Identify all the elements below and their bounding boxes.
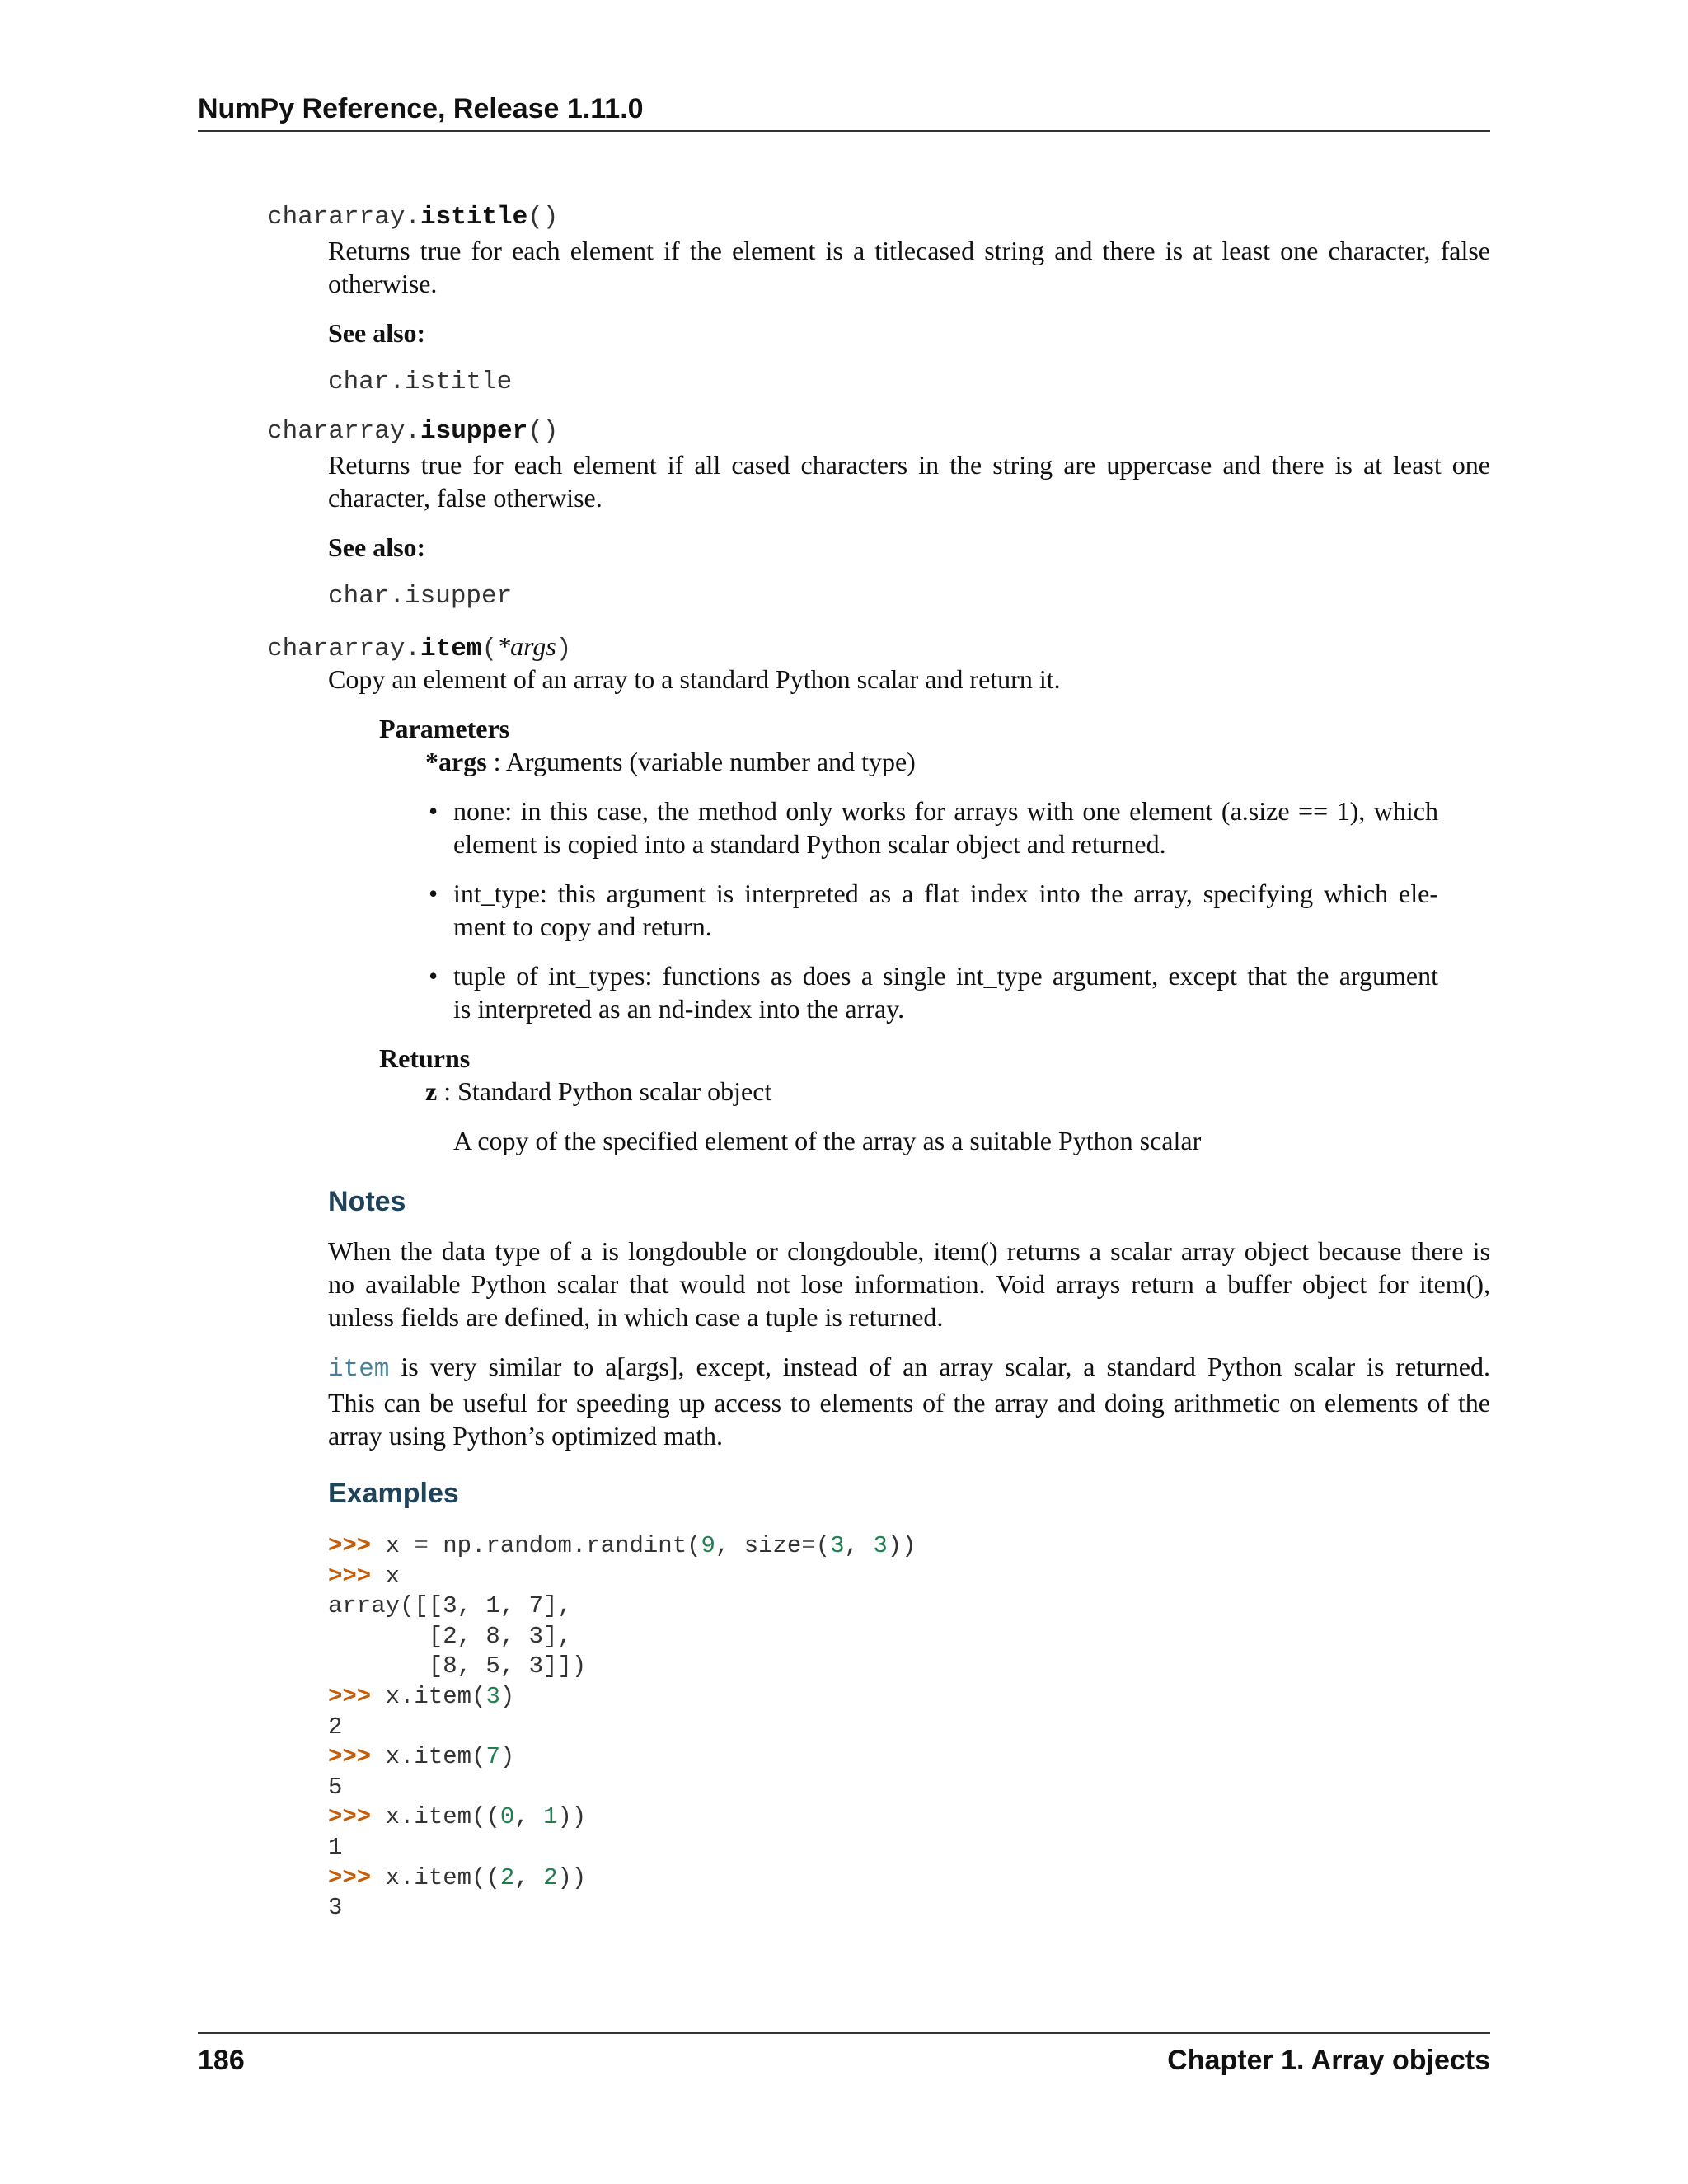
running-footer (198, 2032, 1490, 2077)
istitle-see-also-link[interactable]: char.istitle (328, 368, 513, 396)
param-args: *args : Arguments (variable number and type) (425, 747, 916, 776)
parameters-label: Parameters (379, 714, 510, 743)
isupper-see-also-link[interactable]: char.isupper (328, 582, 513, 611)
istitle-see-also-label: See also: (328, 318, 426, 348)
bullet-int-type: int_type: this argument is interpreted as a flat index into the array, specifying which ele- ment to copy and return. (453, 879, 1438, 941)
running-header: NumPy Reference, Release 1.11.0 (198, 92, 1490, 132)
page-number: 186 (198, 2045, 245, 2076)
returns-label: Returns (379, 1043, 471, 1073)
bullet-dot: • (429, 879, 438, 908)
chapter-title: Chapter 1. Array objects (1167, 2045, 1490, 2076)
bullet-tuple: tuple of int_types: functions as does a single int_type argument, except that the argument is interpreted as an nd-index into the array. (453, 961, 1438, 1024)
examples-code-block: >>> x = np.random.randint(9, size=(3, 3)) >>> x array([[3, 1, 7], [2, 8, 3], [8, 5, 3]]) >>> x.item(3) 2 >>> x.item(7) 5 >>> x.item((0, 1)) 1 >>> x.item((2, 2)) 3 (328, 1532, 917, 1922)
bullet-dot: • (429, 796, 438, 826)
bullet-none: none: in this case, the method only works for arrays with one element (a.size == 1), which element is copied into a standard Python scalar object and returned. (453, 796, 1438, 859)
notes-paragraph-1: When the data type of a is longdouble or clongdouble, item() returns a scalar array object because there is no available Python scalar that would not lose information. Void arrays return a buffer object for item(), unless fields are defined, in which case a tuple is returned. (328, 1236, 1490, 1332)
isupper-signature: chararray.isupper() (267, 417, 559, 446)
item-link[interactable]: item (328, 1355, 390, 1384)
return-detail: A copy of the specified element of the array as a suitable Python scalar (453, 1126, 1202, 1155)
isupper-see-also-label: See also: (328, 532, 426, 562)
item-description: Copy an element of an array to a standard Python scalar and return it. (328, 664, 1061, 694)
item-signature: chararray.item(*args) (267, 631, 572, 663)
notes-paragraph-2: item is very similar to a[args], except, instead of an array scalar, a standard Python scalar is returned. This can be useful for speeding up access to elements of the array and doing arithmetic on elements of the array using Python’s optimized math. (328, 1352, 1490, 1451)
bullet-dot: • (429, 961, 438, 991)
examples-heading: Examples (328, 1478, 459, 1509)
isupper-description: Returns true for each element if all cased characters in the string are uppercase and there is at least one character, false otherwise. (328, 450, 1490, 513)
return-z: z : Standard Python scalar object (425, 1076, 772, 1106)
istitle-signature: chararray.istitle() (267, 203, 559, 232)
notes-heading: Notes (328, 1186, 406, 1217)
istitle-description: Returns true for each element if the element is a titlecased string and there is at least one character, false otherwise. (328, 236, 1490, 298)
